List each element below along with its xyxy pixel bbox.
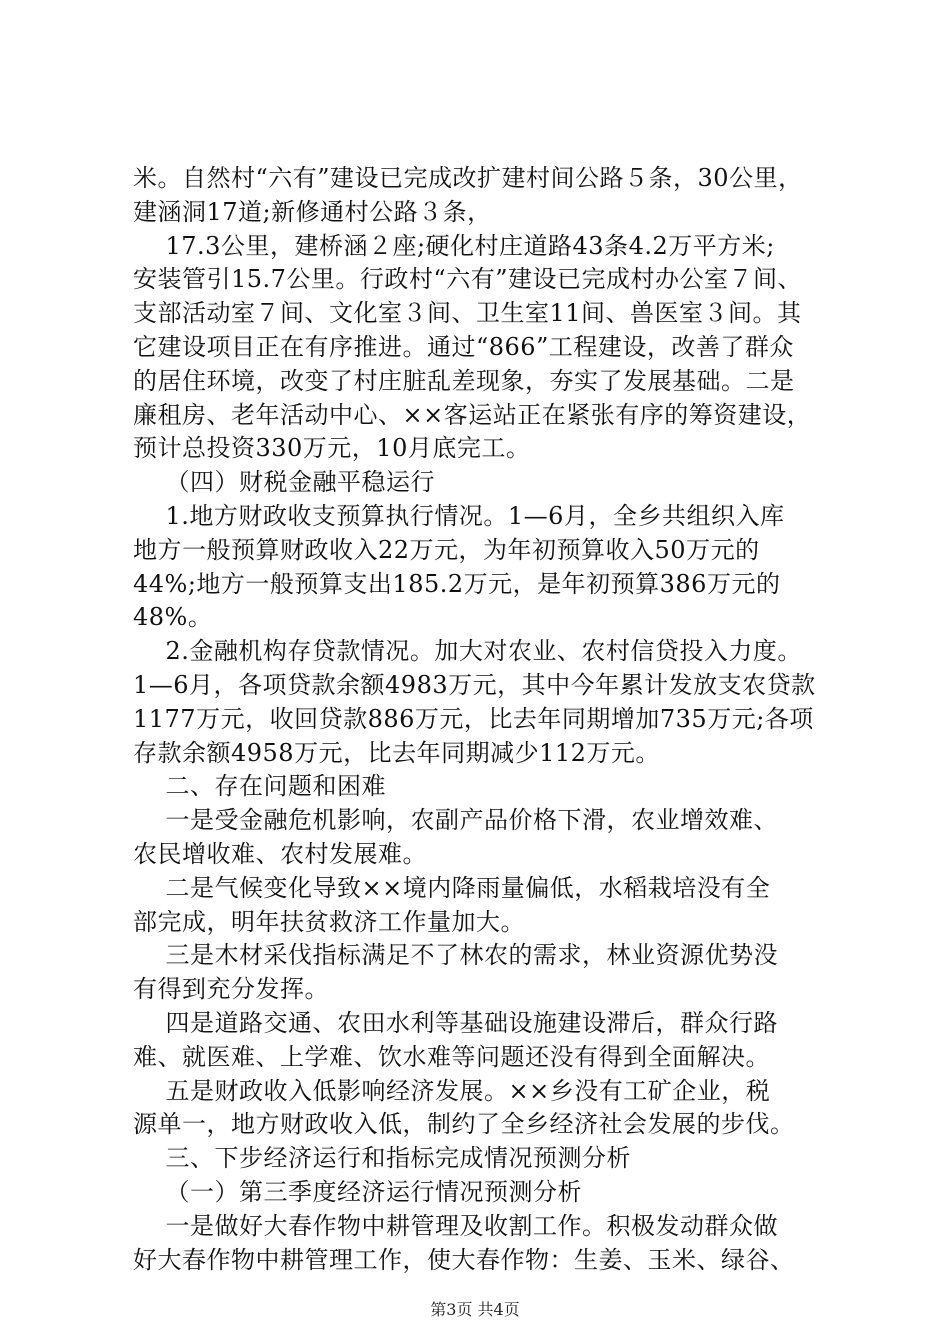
- text-line: 农民增收难、农村发展难。: [133, 840, 427, 868]
- text-line: 存款余额4958万元，比去年同期减少112万元。: [133, 739, 660, 767]
- page-number-footer: 第3页 共4页: [430, 1300, 520, 1319]
- text-line: 米。自然村“六有”建设已完成改扩建村间公路５条，30公里，: [133, 164, 803, 192]
- text-line: 源单一，地方财政收入低，制约了全乡经济社会发展的步伐。: [133, 1110, 795, 1138]
- text-line: 1—6月，各项贷款余额4983万元，其中今年累计发放支农贷款: [133, 671, 816, 699]
- text-line: 安装管引15.7公里。行政村“六有”建设已完成村办公室７间、: [133, 265, 802, 293]
- text-line: 1.地方财政收支预算执行情况。1—6月，全乡共组织入库: [133, 502, 785, 530]
- text-line: 1177万元，收回贷款886万元，比去年同期增加735万元;各项: [133, 705, 814, 733]
- text-line: 2.金融机构存贷款情况。加大对农业、农村信贷投入力度。: [133, 637, 802, 665]
- section-heading: 二、存在问题和困难: [133, 772, 387, 800]
- text-line: 一是受金融危机影响，农副产品价格下滑，农业增效难、: [133, 806, 779, 834]
- text-line: 五是财政收入低影响经济发展。××乡没有工矿企业，税: [133, 1077, 771, 1105]
- text-line: 有得到充分发挥。: [133, 975, 329, 1003]
- text-line: 44%;地方一般预算支出185.2万元，是年初预算386万元的: [133, 570, 781, 598]
- section-heading: （四）财税金融平稳运行: [133, 468, 436, 496]
- text-line: 它建设项目正在有序推进。通过“866”工程建设，改善了群众: [133, 333, 794, 361]
- section-heading: 三、下步经济运行和指标完成情况预测分析: [133, 1144, 632, 1172]
- section-heading: （一）第三季度经济运行情况预测分析: [133, 1178, 583, 1206]
- text-line: 廉租房、老年活动中心、××客运站正在紧张有序的筹资建设，: [133, 401, 812, 429]
- text-line: 好大春作物中耕管理工作，使大春作物：生姜、玉米、绿谷、: [133, 1246, 795, 1274]
- text-line: 17.3公里，建桥涵２座;硬化村庄道路43条4.2万平方米;: [133, 232, 775, 260]
- text-line: 建涵洞17道;新修通村公路３条，: [133, 198, 492, 226]
- text-line: 二是气候变化导致××境内降雨量偏低，水稻栽培没有全: [133, 874, 771, 902]
- text-line: 预计总投资330万元，10月底完工。: [133, 434, 531, 462]
- text-line: 的居住环境，改变了村庄脏乱差现象，夯实了发展基础。二是: [133, 367, 795, 395]
- text-line: 三是木材采伐指标满足不了林农的需求，林业资源优势没: [133, 941, 779, 969]
- text-line: 四是道路交通、农田水利等基础设施建设滞后，群众行路: [133, 1009, 779, 1037]
- text-line: 地方一般预算财政收入22万元，为年初预算收入50万元的: [133, 536, 760, 564]
- text-line: 部完成，明年扶贫救济工作量加大。: [133, 908, 525, 936]
- text-line: 一是做好大春作物中耕管理及收割工作。积极发动群众做: [133, 1212, 779, 1240]
- text-line: 难、就医难、上学难、饮水难等问题还没有得到全面解决。: [133, 1043, 770, 1071]
- text-line: 48%。: [133, 603, 213, 631]
- text-line: 支部活动室７间、文化室３间、卫生室11间、兽医室３间。其: [133, 299, 802, 327]
